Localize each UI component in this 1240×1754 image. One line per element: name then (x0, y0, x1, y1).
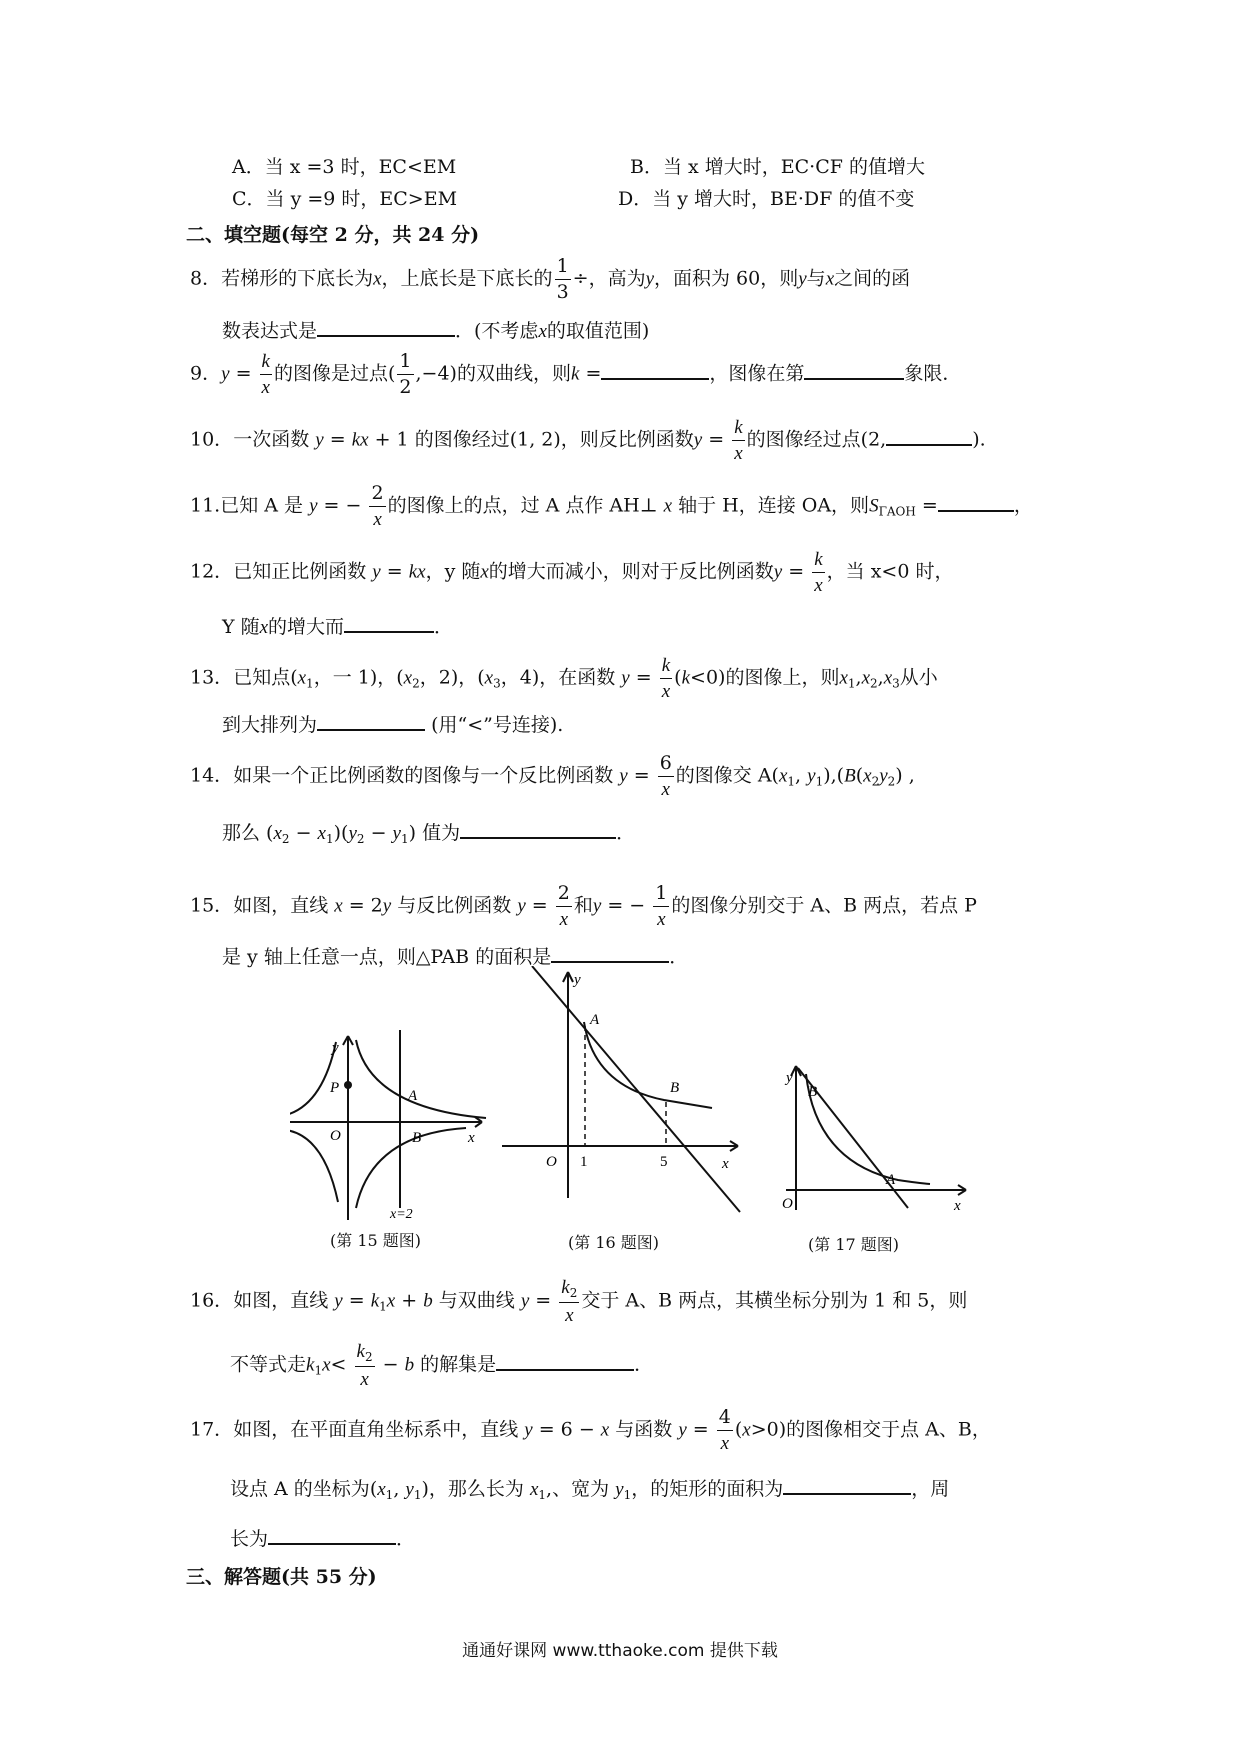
label-a: A (886, 1172, 896, 1188)
curve-q1 (356, 1040, 486, 1118)
curve-q4 (356, 1128, 466, 1208)
label-b: B (670, 1080, 680, 1096)
label-y: y (332, 1040, 339, 1056)
question-15-line2: 是 y 轴上任意一点，则△PAB 的面积是 ． (222, 942, 688, 969)
question-13-line2: 到大排列为 (用“<”号连接). (222, 710, 563, 737)
question-13: 13．已知点($x_1$，一 1)，($x_2$，2)，($x_3$，4)，在函数 y = $\frac{k}{x}$ (k<0)的图像上，则$x_1,x_2,x_3$从小 (190, 655, 938, 702)
question-12: 12．已知正比例函数 y = kx，y 随x的增大而减小，则对于反比例函数y = $\frac{k}{x}$ ，当 x<0 时， (190, 549, 954, 596)
label-y: y (574, 972, 581, 988)
question-17: 17．如图，在平面直角坐标系中，直线 y = 6 − x 与函数 y = $\frac{4}{x}$ (x>0)的图像相交于点 A、B， (190, 1406, 991, 1454)
option-d: D．当 y 增大时，BE·DF 的值不变 (618, 188, 915, 210)
label-o: O (546, 1154, 557, 1170)
option-a: A．当 x =3 时，EC<EM (232, 156, 457, 178)
question-17-line3: 长为 ． (230, 1524, 415, 1551)
label-a: A (590, 1012, 600, 1028)
question-11: 11.已知 A 是 y = − $\frac{2}{x}$ 的图像上的点，过 A 点作 AH⊥ x 轴于 H，连接 OA，则$S_{\Gamma AOH}$ = ， (190, 482, 1033, 530)
label-p: P (330, 1080, 340, 1096)
question-10: 10．一次函数 y = kx + 1 的图像经过(1, 2)，则反比例函数y = $\frac{k}{x}$ 的图像经过点(2, ). (190, 417, 986, 464)
curve-q2 (290, 1042, 336, 1116)
point-p (344, 1081, 352, 1089)
question-15: 15．如图，直线 x = 2y 与反比例函数 y = $\frac{2}{x}$ 和y = − $\frac{1}{x}$ 的图像分别交于 A、B 两点，若点 P (190, 882, 977, 930)
figure-15-caption: (第 15 题图) (330, 1231, 422, 1250)
hyperbola-curve (806, 1074, 930, 1184)
line-y-k1x-b (532, 966, 740, 1212)
figure-17-caption: (第 17 题图) (808, 1235, 900, 1254)
label-y: y (786, 1070, 793, 1086)
question-14: 14．如果一个正比例函数的图像与一个反比例函数 y = $\frac{6}{x}$ 的图像交 $A(x_1$, $y_1),(B(x_2y_2)$ , (190, 752, 915, 800)
question-16: 16．如图，直线 $y = k_1x + b$ 与双曲线 y = $\frac{k_2}{x}$ 交于 A、B 两点，其横坐标分别为 1 和 5，则 (190, 1277, 968, 1326)
question-14-line2: 那么 $(x_2 - x_1)(y_2 - y_1)$ 值为 ． (222, 818, 635, 846)
label-a: A (408, 1088, 418, 1104)
question-16-line2: 不等式走$k_1x<$ $\frac{k_2}{x}$ − b 的解集是 ． (230, 1341, 654, 1390)
label-x-equals-2: x=2 (390, 1207, 413, 1220)
label-o: O (330, 1128, 341, 1144)
label-o: O (782, 1196, 793, 1212)
label-b: B (412, 1130, 422, 1146)
question-8-line2: 数表达式是 ．(不考虑x的取值范围) (222, 316, 649, 343)
figure-16-caption: (第 16 题图) (568, 1233, 660, 1252)
option-b: B．当 x 增大时，EC·CF 的值增大 (630, 156, 925, 178)
option-c: C．当 y =9 时，EC>EM (232, 188, 458, 210)
label-b: B (808, 1084, 818, 1100)
question-17-line2: 设点 A 的坐标为($x_1$, $y_1$)，那么长为 $x_1$,、宽为 $y_1$，的矩形的面积为 ，周 (230, 1474, 949, 1502)
question-12-line2: Y 随x的增大而 ． (222, 612, 453, 639)
tick-1: 1 (580, 1154, 588, 1170)
tick-5: 5 (660, 1154, 668, 1170)
footer-source: 通通好课网 www.tthaoke.com 提供下载 (462, 1641, 778, 1661)
figure-17-graph (768, 1060, 978, 1220)
section-3-heading: 三、解答题(共 55 分) (186, 1566, 377, 1588)
question-8: 8．若梯形的下底长为x，上底长是下底长的 $\frac{1}{3}$ ÷，高为y，面积为 60，则y与x之间的函 (190, 255, 911, 303)
label-x: x (722, 1156, 729, 1172)
figure-16-graph (502, 966, 752, 1216)
hyperbola-curve (584, 1022, 712, 1108)
label-x: x (954, 1198, 961, 1214)
label-x: x (468, 1130, 475, 1146)
question-9: 9．y = $\frac{k}{x}$ 的图像是过点( $\frac{1}{2}$ ,−4)的双曲线，则k = ，图像在第 象限． (190, 350, 962, 398)
figure-15-graph (290, 1030, 490, 1220)
section-2-heading: 二、填空题(每空 2 分，共 24 分) (186, 224, 480, 246)
